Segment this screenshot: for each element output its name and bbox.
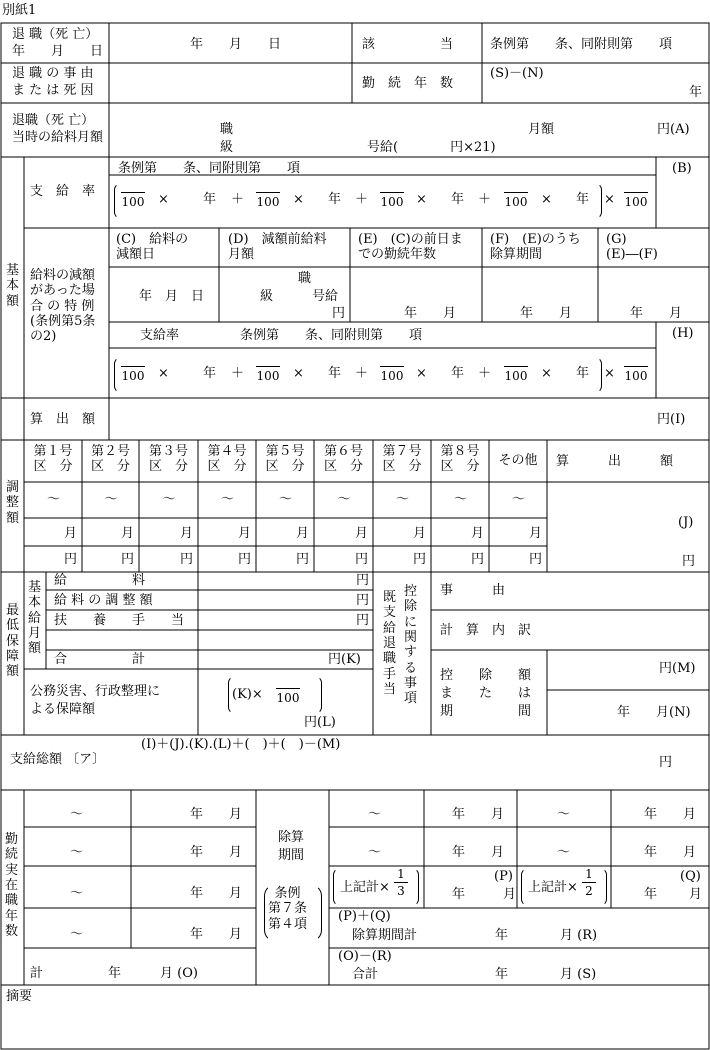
col-g-header: (G) (E)―(F): [606, 232, 658, 263]
adjustment-months-8[interactable]: 月: [471, 526, 485, 541]
reduction-date-field[interactable]: 年 月 日: [139, 289, 205, 304]
adjustment-yen-4[interactable]: 円: [238, 552, 252, 567]
adjustment-header-8: 第８号 区 分: [440, 444, 480, 475]
payment-rate-ordinance[interactable]: 条例第 条、同附則第 項: [118, 161, 301, 176]
service-total-o: 計 年 月 (O): [30, 966, 198, 981]
total-payment-yen[interactable]: 円: [659, 755, 673, 770]
calc-amount-label: 算 出 額: [30, 412, 96, 427]
adjustment-period-1[interactable]: ～: [47, 492, 61, 507]
applicable-label: 該 当: [362, 37, 454, 52]
adjustment-header-9: その他: [498, 453, 538, 468]
mark-j: (J): [678, 515, 694, 530]
amount-k[interactable]: 円(K): [328, 652, 361, 667]
col-d-header: (D) 減額前給料 月額: [228, 232, 327, 263]
deduction-matters-label: 控 除 に 関 す る 事 項: [404, 584, 418, 707]
basic-amount-side-label: 基 本 額: [6, 263, 20, 309]
adjustment-period-2[interactable]: ～: [104, 492, 118, 507]
exclusion-from-b-2[interactable]: ～: [557, 845, 571, 860]
exclusion-from-a-1[interactable]: ～: [368, 807, 382, 822]
family-allowance-yen[interactable]: 円: [356, 613, 370, 628]
reason-field-label: 事 由: [440, 583, 506, 598]
adjustment-header-7: 第７号 区 分: [382, 444, 422, 475]
p-formula-label: 上記計×: [340, 880, 390, 895]
item-salary-adjustment: 給 料 の 調 整 額: [54, 593, 153, 608]
adjustment-period-3[interactable]: ～: [162, 492, 176, 507]
item-family-allowance: 扶 養 手 当: [54, 613, 185, 628]
basic-salary-month-label: 基 本 給 月 額: [28, 580, 42, 657]
col-e-header: (E) (C)の前日ま での勤続年数: [358, 232, 463, 263]
mark-p: (P): [494, 869, 513, 884]
exclusion-length-a-1[interactable]: 年 月: [452, 807, 505, 822]
reduction-position: 職: [298, 271, 312, 286]
mark-q: (Q): [680, 869, 701, 884]
service-years-formula: (S)－(N): [490, 66, 544, 81]
exclusion-total-r[interactable]: 除算期間計 年 月 (R): [352, 928, 598, 943]
adjustment-months-2[interactable]: 月: [121, 526, 135, 541]
p-months[interactable]: 月: [503, 887, 517, 902]
actual-service-side-label: 勤 続 実 在 職 年 数: [5, 832, 19, 939]
adjustment-period-5[interactable]: ～: [279, 492, 293, 507]
adjustment-months-7[interactable]: 月: [413, 526, 427, 541]
adjustment-total-yen: 円: [682, 554, 696, 569]
q-fraction: 1 2: [582, 868, 596, 897]
public-disaster-label-2: よる保障額: [30, 702, 96, 717]
adjustment-header-6: 第６号 区 分: [323, 444, 363, 475]
service-period-from-2[interactable]: ～: [70, 845, 84, 860]
adjustment-period-6[interactable]: ～: [337, 492, 351, 507]
exclusion-length-b-1[interactable]: 年 月: [644, 807, 697, 822]
service-period-length-1[interactable]: 年 月: [190, 807, 243, 822]
adjustment-yen-5[interactable]: 円: [296, 552, 310, 567]
col-e-value[interactable]: 年 月: [404, 306, 457, 321]
salary-yen[interactable]: 円: [356, 573, 370, 588]
adjustment-months-6[interactable]: 月: [355, 526, 369, 541]
col-f-value[interactable]: 年 月: [520, 306, 573, 321]
reduction-grade: 級 号給: [260, 289, 339, 304]
exclusion-label-2: 期間: [278, 848, 305, 863]
exclusion-length-a-2[interactable]: 年 月: [452, 845, 505, 860]
service-period-length-2[interactable]: 年 月: [190, 845, 243, 860]
salary-label-2: 当時の給料月額: [12, 130, 104, 145]
remarks-field[interactable]: [2, 1006, 707, 1046]
total-payment-formula: (I)＋(J).(K).(L)＋( )＋( )－(M): [141, 737, 341, 752]
col-g-value[interactable]: 年 月: [630, 306, 683, 321]
minimum-guarantee-side-label: 最 低 保 障 額: [6, 603, 20, 680]
deduction-period-label: 期 間: [440, 704, 532, 719]
mark-b: (B): [672, 161, 692, 176]
period-n[interactable]: 年 月(N): [617, 705, 691, 720]
grade-label: 級: [220, 140, 234, 155]
adjustment-months-1[interactable]: 月: [64, 526, 78, 541]
adjustment-header-1: 第１号 区 分: [33, 444, 73, 475]
position-label: 職: [220, 122, 234, 137]
payment-rate-2-label: 支給率: [140, 328, 180, 343]
previous-retirement-allowance-label: 既 支 給 退 職 手 当: [383, 590, 397, 697]
reduction-yen: 円: [332, 306, 346, 321]
calc-breakdown-label: 計 算 内 訳: [440, 623, 532, 638]
adjustment-months-5[interactable]: 月: [296, 526, 310, 541]
adjustment-period-4[interactable]: ～: [221, 492, 235, 507]
mark-h: (H): [672, 326, 694, 341]
adjustment-yen-7[interactable]: 円: [413, 552, 427, 567]
monthly-amount-label: 月額: [528, 122, 555, 137]
retire-label: 退 職（死 亡）: [12, 27, 99, 42]
or-formula: (O)－(R): [338, 949, 392, 964]
exclusion-from-b-1[interactable]: ～: [557, 807, 571, 822]
service-period-from-3[interactable]: ～: [70, 886, 84, 901]
adjustment-months-4[interactable]: 月: [238, 526, 252, 541]
pq-formula: (P)＋(Q): [338, 909, 391, 924]
reason-label: 退 職 の 事 由: [12, 66, 94, 81]
adjustment-header-3: 第３号 区 分: [148, 444, 188, 475]
service-period-from-4[interactable]: ～: [70, 927, 84, 942]
col-f-header: (F) (E)のうち 除算期間: [490, 232, 581, 263]
salary-label: 退職（死 亡）: [12, 113, 95, 128]
q-formula-label: 上記計×: [528, 880, 578, 895]
guarantee-formula-k: (K)×: [232, 687, 263, 702]
adjustment-yen-8[interactable]: 円: [471, 552, 485, 567]
step-salary-label: 号給( 円×21): [367, 140, 496, 155]
amount-m[interactable]: 円(M): [659, 661, 696, 676]
salary-adjustment-yen[interactable]: 円: [356, 593, 370, 608]
adjustment-header-4: 第４号 区 分: [207, 444, 247, 475]
adjustment-period-9[interactable]: ～: [512, 492, 526, 507]
deduction-or-label: ま た は: [440, 686, 532, 701]
retire-date-label: 年 月 日: [12, 44, 104, 59]
service-period-from-1[interactable]: ～: [70, 807, 84, 822]
reason-label-2: ま た は 死 因: [12, 83, 94, 98]
adjustment-period-8[interactable]: ～: [454, 492, 468, 507]
grand-total-s[interactable]: 合計 年 月 (S): [352, 967, 597, 982]
deduction-amount-label: 控 除 額: [440, 668, 532, 683]
amount-l[interactable]: 円(L): [304, 715, 336, 730]
payment-rate-2-ordinance[interactable]: 条例第 条、同附則第 項: [240, 328, 423, 343]
exclusion-label: 除算: [278, 830, 305, 845]
remarks-label: 摘要: [6, 989, 33, 1004]
adjustment-calc-label: 算 出 額: [556, 454, 674, 469]
adjustment-yen-9[interactable]: 円: [529, 552, 543, 567]
p-years[interactable]: 年: [452, 887, 466, 902]
total-payment-label: 支給総額 〔ア〕: [10, 752, 106, 767]
service-period-length-4[interactable]: 年 月: [190, 927, 243, 942]
p-fraction: 1 3: [394, 868, 408, 897]
adjustment-yen-1[interactable]: 円: [64, 552, 78, 567]
ordinance-article-field[interactable]: 条例第 条、同附則第 項: [490, 37, 673, 52]
service-years-label: 勤 続 年 数: [362, 76, 454, 91]
q-months[interactable]: 月: [689, 887, 703, 902]
adjustment-months-9[interactable]: 月: [529, 526, 543, 541]
salary-reduction-label: 給料の減額 があった場 合 の 特 例 (条例第5条 の2): [30, 268, 96, 345]
adjustment-yen-3[interactable]: 円: [180, 552, 194, 567]
form-title: 別紙1: [2, 3, 37, 18]
q-years[interactable]: 年: [644, 887, 658, 902]
service-period-length-3[interactable]: 年 月: [190, 886, 243, 901]
retire-date-field[interactable]: 年 月 日: [190, 37, 282, 52]
col-c-header: (C) 給料の 減額日: [116, 232, 189, 263]
exclusion-length-b-2[interactable]: 年 月: [644, 845, 697, 860]
exclusion-from-a-2[interactable]: ～: [368, 845, 382, 860]
adjustment-yen-2[interactable]: 円: [121, 552, 135, 567]
public-disaster-label: 公務災害、行政整理に: [30, 684, 161, 699]
adjustment-header-2: 第２号 区 分: [90, 444, 130, 475]
adjustment-side-label: 調 整 額: [6, 480, 20, 526]
payment-rate-label: 支 給 率: [30, 184, 96, 199]
adjustment-header-5: 第５号 区 分: [265, 444, 305, 475]
guarantee-formula-fraction: 100: [276, 688, 300, 704]
item-total: 合 計: [54, 652, 146, 667]
adjustment-period-7[interactable]: ～: [396, 492, 410, 507]
ordinance-box-text: 条例 第７条 第４項: [268, 886, 308, 932]
adjustment-yen-6[interactable]: 円: [355, 552, 369, 567]
amount-i: 円(I): [657, 412, 686, 427]
adjustment-months-3[interactable]: 月: [180, 526, 194, 541]
item-salary: 給 料: [54, 573, 146, 588]
amount-a: 円(A): [657, 122, 690, 137]
service-years-unit: 年: [689, 85, 703, 100]
